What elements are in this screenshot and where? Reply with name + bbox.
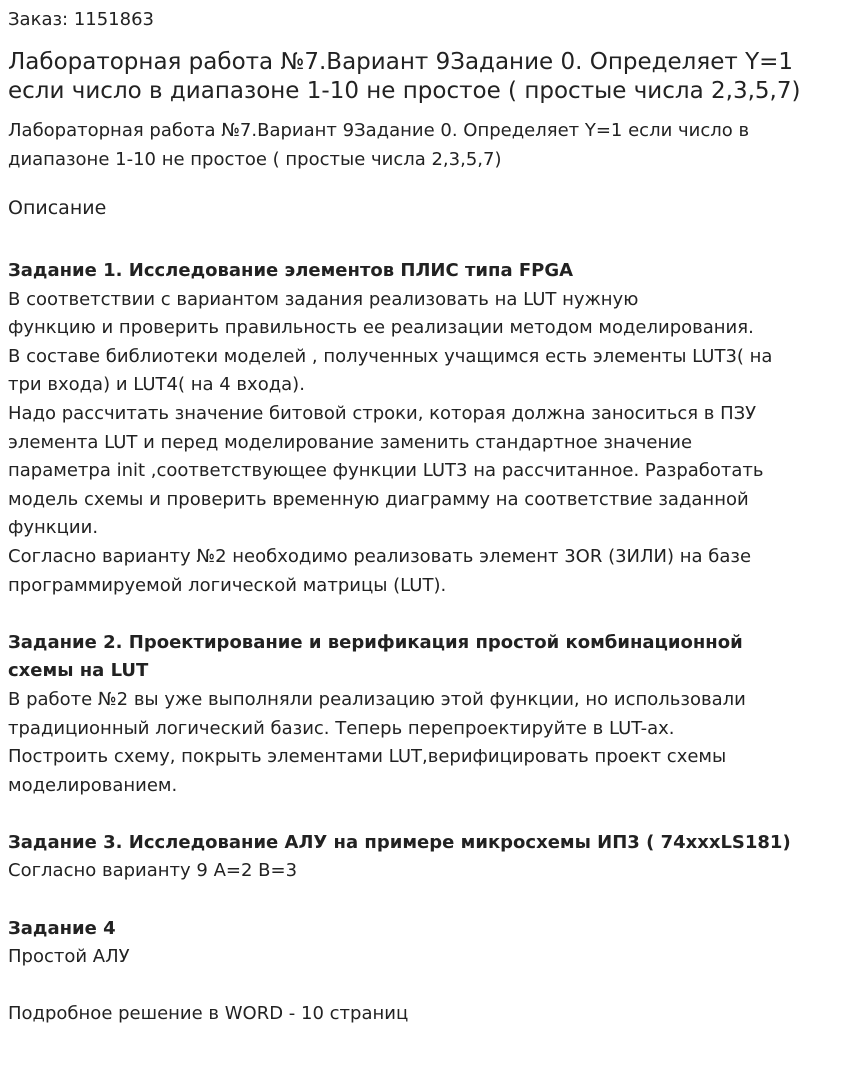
task1-line: модель схемы и проверить временную диаграмму на соответствие заданной: [8, 488, 749, 510]
task3-line: Согласно варианту 9 A=2 B=3: [8, 860, 298, 882]
task2-line: В работе №2 вы уже выполняли реализацию этой функции, но использовали: [8, 688, 746, 710]
solution-note: Подробное решение в WORD - 10 страниц: [8, 1003, 409, 1025]
paragraph-gap: [8, 800, 839, 829]
task2-line: традиционный логический базис. Теперь перепроектируйте в LUT-ах.: [8, 717, 675, 739]
task1-line: Надо рассчитать значение битовой строки, которая должна заноситься в ПЗУ: [8, 402, 757, 424]
task1-heading: Задание 1. Исследование элементов ПЛИС типа FPGA: [8, 260, 574, 281]
paragraph-gap: [8, 600, 839, 629]
task2-line: моделированием.: [8, 774, 178, 796]
paragraph-gap: [8, 972, 839, 1001]
task2-heading: схемы на LUT: [8, 660, 149, 682]
description-body: [8, 257, 839, 1029]
task1-line: В соответствии с вариантом задания реализовать на LUT нужную: [8, 288, 639, 310]
task1-line: функции.: [8, 517, 99, 539]
task1-line: параметра init ,соответствующее функции LUT3 на рассчитанное. Разработать: [8, 460, 764, 482]
order-number: Заказ: 1151863: [8, 9, 154, 30]
task1-line: программируемой логической матрицы (LUT).: [8, 574, 447, 596]
task4-line: Простой АЛУ: [8, 946, 130, 968]
task1-line: три входа) и LUT4( на 4 входа).: [8, 374, 305, 396]
description-label: Описание: [8, 197, 107, 219]
task1-line: элемента LUT и перед моделирование заменить стандартное значение: [8, 431, 693, 453]
task2-line: Построить схему, покрыть элементами LUT,верифицировать проект схемы: [8, 746, 727, 768]
task3-heading: Задание 3. Исследование АЛУ на примере микросхемы ИП3 ( 74xxxLS181): [8, 831, 791, 853]
page-subtitle: Лабораторная работа №7.Вариант 9Задание 0. Определяет Y=1 если число в диапазоне 1-10 не простое ( простые числа 2,3,5,7): [8, 120, 750, 170]
task2-heading: Задание 2. Проектирование и верификация простой комбинационной: [8, 631, 743, 653]
task1-line: функцию и проверить правильность ее реализации методом моделирования.: [8, 317, 754, 339]
task4-heading: Задание 4: [8, 917, 116, 939]
paragraph-gap: [8, 886, 839, 915]
task1-line: Согласно варианту №2 необходимо реализовать элемент 3OR (3ИЛИ) на базе: [8, 545, 752, 567]
task1-line: В составе библиотеки моделей , полученных учащимся есть элементы LUT3( на: [8, 345, 773, 367]
page-title: Лабораторная работа №7.Вариант 9Задание 0. Определяет Y=1 если число в диапазоне 1-10 не простое ( простые числа 2,3,5,7): [8, 49, 801, 104]
